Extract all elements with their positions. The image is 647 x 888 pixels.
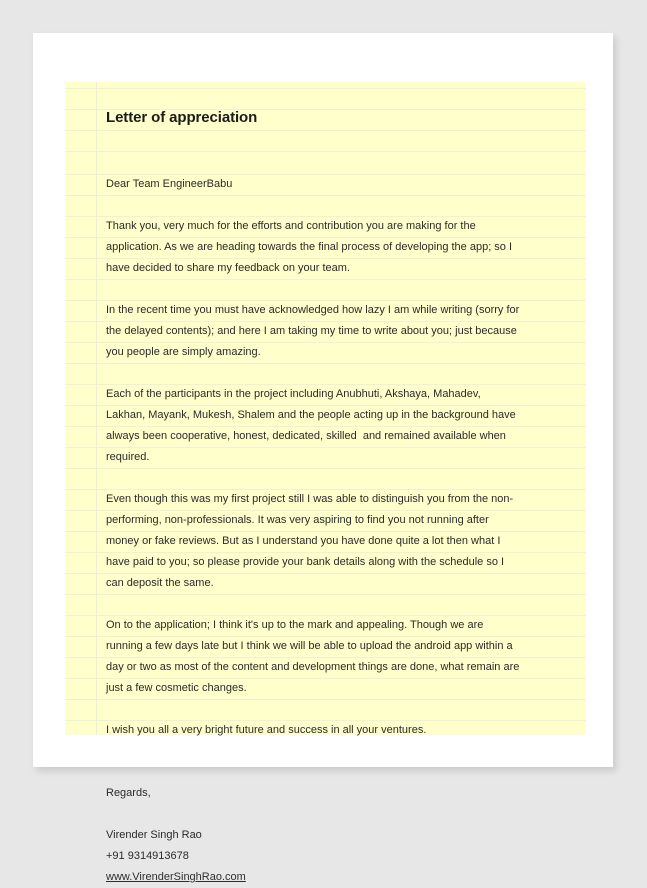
closing-regards: Regards, xyxy=(106,787,151,799)
paper-sheet xyxy=(33,33,613,883)
signature-phone: +91 9314913678 xyxy=(106,850,189,862)
letter-paragraph-3: Each of the participants in the project including Anubhuti, Akshaya, Mahadev, Lakhan, Mayank, Mukesh, Shalem and the people acting up in the background have always been cooperative, honest, dedicated, skilled and remained available when required. xyxy=(106,388,519,463)
letter-paragraph-1: Thank you, very much for the efforts and contribution you are making for the application. As we are heading towards the final process of developing the app; so I have decided to share my feedback on your team. xyxy=(106,220,516,274)
letter-paragraph-5: On to the application; I think it's up to the mark and appealing. Though we are running a few days late but I think we will be able to upload the android app within a day or two as most of the content and development things are done, what remain are just a few cosmetic changes. xyxy=(106,619,523,694)
letter-paragraph-6: I wish you all a very bright future and success in all your ventures. xyxy=(106,724,427,736)
signature-website-link[interactable]: www.VirenderSinghRao.com xyxy=(106,871,246,883)
signature-name: Virender Singh Rao xyxy=(106,829,202,841)
notepad-ruled-area xyxy=(65,82,586,883)
signature-block xyxy=(106,783,572,888)
margin-rule-line xyxy=(96,82,97,735)
letter-salutation: Dear Team EngineerBabu xyxy=(106,178,233,190)
letter-content xyxy=(106,82,572,888)
letter-paragraph-2: In the recent time you must have acknowledged how lazy I am while writing (sorry for the delayed contents); and here I am taking my time to write about you; just because you people are simply amazing. xyxy=(106,304,523,358)
page-title: Letter of appreciation xyxy=(106,109,258,126)
letter-paragraph-4: Even though this was my first project still I was able to distinguish you from the non-performing, non-professionals. It was very aspiring to find you not running after money or fake reviews. But as I understand you have done quite a lot then what I have paid to you; so please provide your bank details along with the schedule so I can deposit the same. xyxy=(106,493,514,589)
